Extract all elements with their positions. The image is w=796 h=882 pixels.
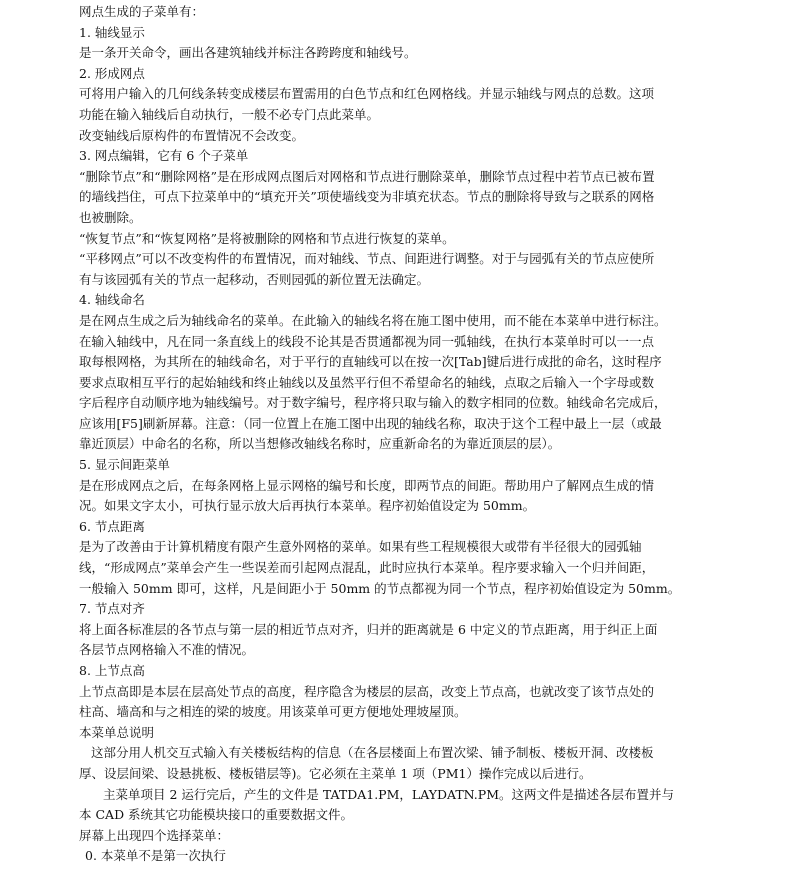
text-line: 的墙线挡住，可点下拉菜单中的“填充开关”项使墙线变为非填充状态。节点的删除将导致与之联系的网格 bbox=[79, 189, 655, 205]
text-line: 各层节点网格输入不准的情况。 bbox=[79, 642, 255, 658]
text-line: 0. 本菜单不是第一次执行 bbox=[85, 848, 226, 864]
section-heading: 4. 轴线命名 bbox=[79, 292, 145, 308]
section-heading: 6. 节点距离 bbox=[79, 518, 145, 534]
text-line: 也被删除。 bbox=[79, 209, 142, 225]
text-line: 取每根网格，为其所在的轴线命名，对于平行的直轴线可以在按一次[Tab]键后进行成批的命名，这时程序 bbox=[79, 354, 662, 370]
section-heading: 5. 显示间距菜单 bbox=[79, 457, 170, 473]
text-line: 这部分用人机交互式输入有关楼板结构的信息（在各层楼面上布置次梁、铺予制板、楼板开洞、改楼板 bbox=[91, 745, 654, 761]
section-heading: 3. 网点编辑，它有 6 个子菜单 bbox=[79, 148, 249, 164]
section-heading: 本菜单总说明 bbox=[79, 724, 155, 740]
section-heading: 1. 轴线显示 bbox=[79, 24, 145, 40]
text-line: 况。如果文字太小，可执行显示放大后再执行本菜单。程序初始值设定为 50mm。 bbox=[79, 498, 536, 514]
text-line: 是一条开关命令，画出各建筑轴线并标注各跨跨度和轴线号。 bbox=[79, 45, 417, 61]
text-line: 字后程序自动顺序地为轴线编号。对于数字编号，程序将只取与输入的数字相同的位数。轴线命名完成后， bbox=[79, 395, 667, 411]
text-line: 一般输入 50mm 即可，这样，凡是间距小于 50mm 的节点都视为同一个节点，程序初始值设定为 50mm。 bbox=[79, 580, 681, 596]
text-line: 应该用[F5]刷新屏幕。注意：（同一位置上在施工图中出现的轴线名称，取决于这个工程中最上一层（或最 bbox=[79, 415, 662, 431]
text-line: 柱高、墙高和与之相连的梁的坡度。用该菜单可更方便地处理坡屋顶。 bbox=[79, 704, 467, 720]
text-line: 改变轴线后原构件的布置情况不会改变。 bbox=[79, 127, 305, 143]
text-line: 靠近顶层）中命名的名称，所以当想修改轴线名称时，应重新命名的为靠近顶层的层）。 bbox=[79, 436, 561, 452]
text-line: “恢复节点”和“恢复网格”是将被删除的网格和节点进行恢复的菜单。 bbox=[79, 230, 455, 246]
text-line: 上节点高即是本层在层高处节点的高度，程序隐含为楼层的层高，改变上节点高，也就改变了该节点处的 bbox=[79, 683, 655, 699]
text-line: 功能在输入轴线后自动执行，一般不必专门点此菜单。 bbox=[79, 106, 380, 122]
text-line: 屏幕上出现四个选择菜单： bbox=[79, 827, 230, 843]
text-line: 可将用户输入的几何线条转变成楼层布置需用的白色节点和红色网格线。并显示轴线与网点的总数。这项 bbox=[79, 86, 655, 102]
text-line: 主菜单项目 2 运行完后，产生的文件是 TATDA1.PM，LAYDATN.PM。这两文件是描述各层布置并与 bbox=[103, 786, 674, 802]
text-line: 是在网点生成之后为轴线命名的菜单。在此输入的轴线名将在施工图中使用，而不能在本菜单中进行标注。 bbox=[79, 312, 667, 328]
text-line: 在输入轴线中，凡在同一条直线上的线段不论其是否贯通都视为同一弧轴线，在执行本菜单时可以一一点 bbox=[79, 333, 655, 349]
section-heading: 8. 上节点高 bbox=[79, 663, 145, 678]
section-heading: 7. 节点对齐 bbox=[79, 601, 145, 617]
text-line: 厚、设层间梁、设悬挑板、楼板错层等)。它必须在主菜单 1 项（PM1）操作完成以后进行。 bbox=[79, 765, 592, 781]
section-heading: 2. 形成网点 bbox=[79, 65, 145, 81]
text-line: 线，“形成网点”菜单会产生一些误差而引起网点混乱，此时应执行本菜单。程序要求输入一个归并间距， bbox=[79, 560, 655, 576]
text-line: 要求点取相互平行的起始轴线和终止轴线以及虽然平行但不希望命名的轴线，点取之后输入一个字母或数 bbox=[79, 374, 655, 390]
text-line: 是在形成网点之后，在每条网格上显示网格的编号和长度，即两节点的间距。帮助用户了解网点生成的情 bbox=[79, 477, 655, 493]
text-line: 网点生成的子菜单有： bbox=[79, 4, 205, 19]
text-line: 本 CAD 系统其它功能模块接口的重要数据文件。 bbox=[79, 807, 354, 823]
text-line: 将上面各标准层的各节点与第一层的相近节点对齐，归并的距离就是 6 中定义的节点距离，用于纠正上面 bbox=[79, 621, 658, 637]
text-line: 是为了改善由于计算机精度有限产生意外网格的菜单。如果有些工程规模很大或带有半径很大的园弧轴 bbox=[79, 539, 642, 555]
text-line: 有与该园弧有关的节点一起移动，否则园弧的新位置无法确定。 bbox=[79, 271, 430, 287]
text-line: “删除节点”和“删除网格”是在形成网点图后对网格和节点进行删除菜单，删除节点过程中若节点已被布置 bbox=[79, 168, 655, 184]
text-line: “平移网点”可以不改变构件的布置情况，而对轴线、节点、间距进行调整。对于与园弧有关的节点应使所 bbox=[79, 251, 655, 267]
